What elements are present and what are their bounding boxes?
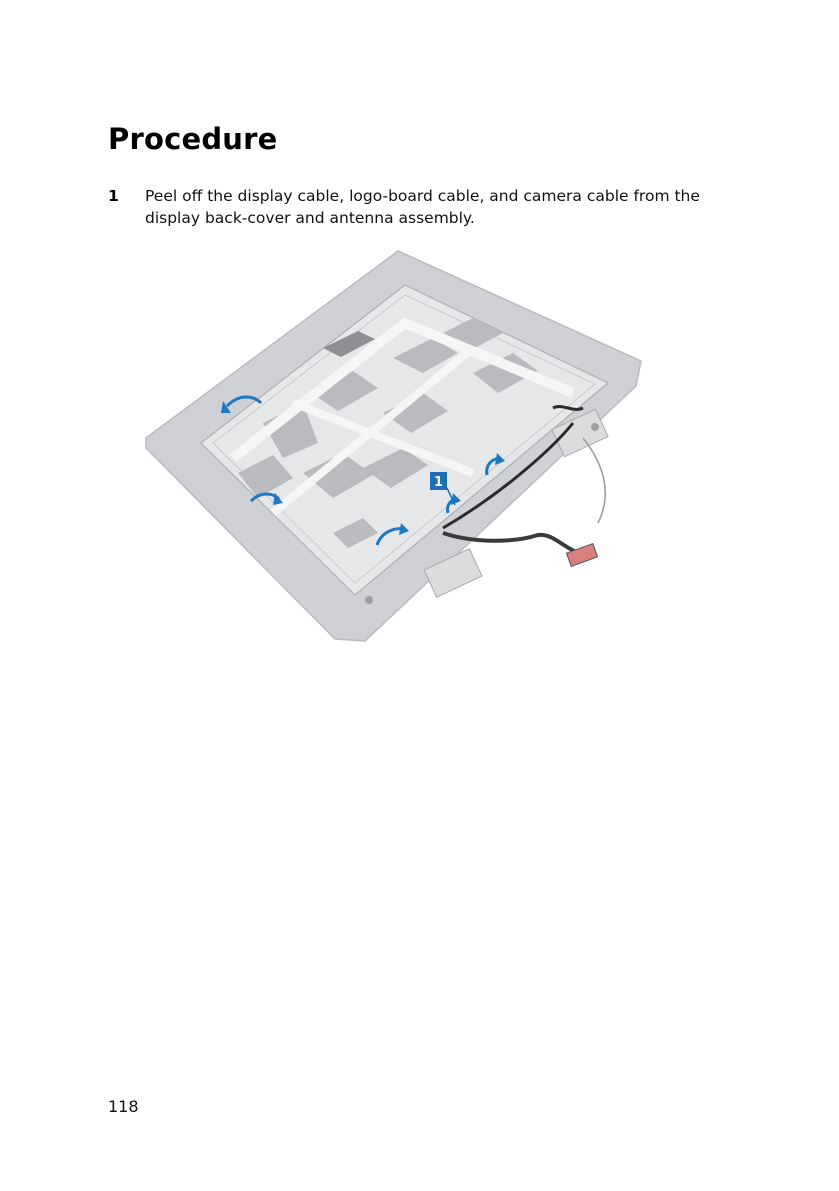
step-number: 1 (108, 187, 119, 205)
callout-label: 1 (433, 475, 444, 490)
display-back-cover-illustration (143, 243, 649, 647)
cable-connector (566, 544, 597, 567)
camera-cable (583, 438, 605, 523)
step-text: Peel off the display cable, logo-board cable, and camera cable from the display back-cover and antenna assembly. (145, 187, 700, 227)
illustration-svg (143, 243, 649, 647)
screw (591, 423, 599, 431)
page-number: 118 (108, 1097, 139, 1116)
section-title: Procedure (108, 122, 278, 156)
screw (365, 596, 373, 604)
